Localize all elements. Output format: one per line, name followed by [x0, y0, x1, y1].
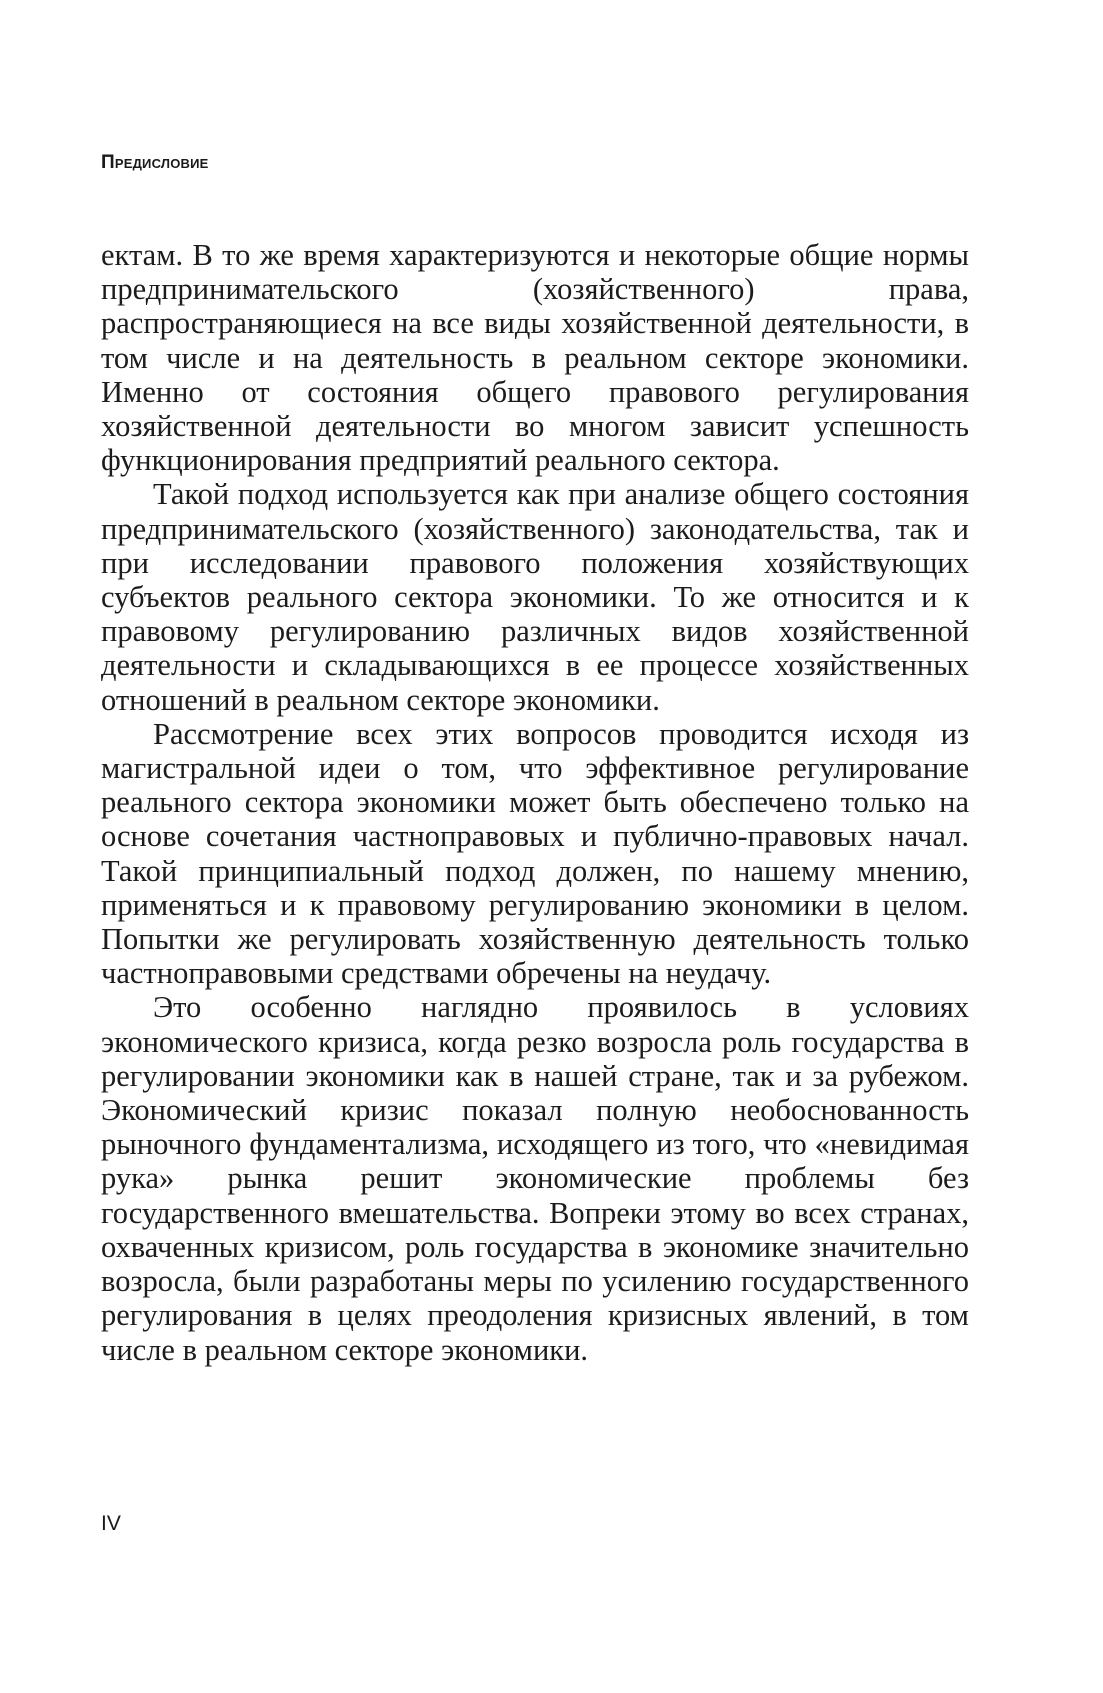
paragraph: Рассмотрение всех этих вопросов проводится исходя из магистральной идеи о том, что эффективное регулирование реального сектора экономики может быть обеспечено только на основе сочетания частноправовых и публично-правовых начал. Такой принципиальный подход должен, по нашему мнению, применяться и к правовому регулированию экономики в целом. Попытки же регулировать хозяйственную деятельность только частноправовыми средствами обречены на неудачу.	[101, 716, 969, 991]
body-text	[101, 238, 969, 1367]
paragraph-continuation: ектам. В то же время характеризуются и некоторые общие нормы предпринимательского (хозяйственного) права, распространяющиеся на все виды хозяйственной деятельности, в том числе и на деятельность в реальном секторе экономики. Именно от состояния общего правового регулирования хозяйственной деятельности во многом зависит успешность функционирования предприятий реального сектора.	[101, 238, 969, 478]
running-header: Предисловие	[101, 152, 209, 173]
paragraph: Это особенно наглядно проявилось в условиях экономического кризиса, когда резко возросла роль государства в регулировании экономики как в нашей стране, так и за рубежом. Экономический кризис показал полную необоснованность рыночного фундаментализма, исходящего из того, что «невидимая рука» рынка решит экономические проблемы без государственного вмешательства. Вопреки этому во всех странах, охваченных кризисом, роль государства в экономике значительно возросла, были разработаны меры по усилению государственного регулирования в целях преодоления кризисных явлений, в том числе в реальном секторе экономики.	[101, 990, 969, 1367]
page-number: IV	[101, 1512, 121, 1535]
paragraph: Такой подход используется как при анализе общего состояния предпринимательского (хозяйственного) законодательства, так и при исследовании правового положения хозяйствующих субъектов реального сектора экономики. То же относится и к правовому регулированию различных видов хозяйственной деятельности и складывающихся в ее процессе хозяйственных отношений в реальном секторе экономики.	[101, 477, 969, 717]
